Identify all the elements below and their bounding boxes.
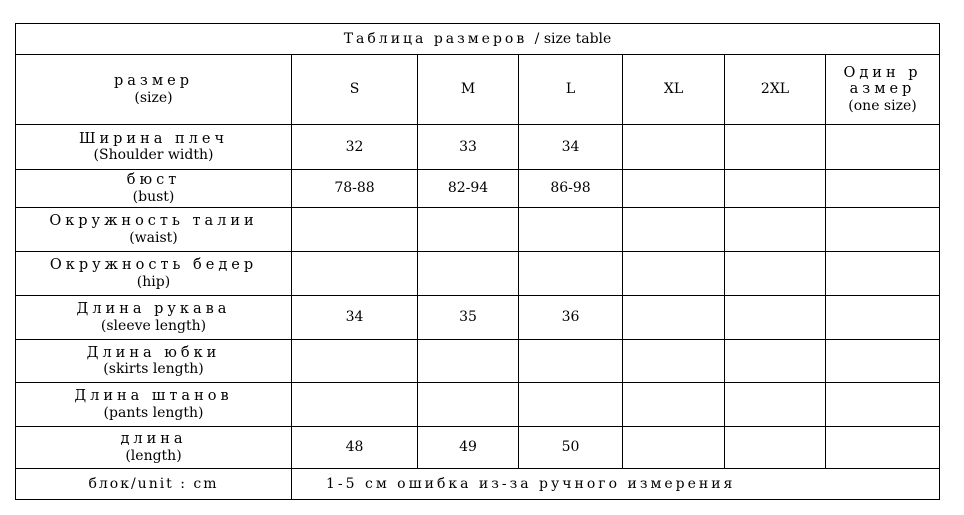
header-row	[16, 55, 940, 125]
table-title-en: / size table	[534, 30, 612, 47]
row-label-ru: Длина рукава	[76, 301, 231, 318]
row-label-ru: Длина штанов	[74, 388, 233, 405]
cell-xl	[623, 427, 725, 469]
cell-m	[418, 340, 519, 383]
cell-l: 50	[519, 427, 623, 469]
row-label-en: (skirts length)	[103, 361, 204, 378]
cell-m: 82-94	[418, 170, 519, 208]
cell-s	[292, 340, 418, 383]
cell-m	[418, 383, 519, 427]
size-table-frame	[15, 23, 939, 499]
cell-2xl	[725, 252, 826, 296]
cell-m: 49	[418, 427, 519, 469]
footer-row	[16, 469, 940, 500]
table-row-waist	[16, 208, 940, 252]
table-row-sleeve	[16, 296, 940, 340]
size-label-cell	[16, 55, 292, 125]
row-label	[16, 125, 292, 170]
cell-one-size	[826, 427, 940, 469]
cell-s	[292, 252, 418, 296]
cell-one-size	[826, 208, 940, 252]
one-size-ru-line2: азмер	[849, 81, 916, 98]
cell-2xl	[725, 125, 826, 170]
one-size-ru-line1: Один р	[843, 64, 922, 81]
row-label	[16, 170, 292, 208]
cell-s	[292, 208, 418, 252]
cell-2xl	[725, 296, 826, 340]
row-label	[16, 296, 292, 340]
cell-xl	[623, 340, 725, 383]
measurement-note: 1-5 см ошибка из-за ручного измерения	[292, 469, 940, 500]
size-header-2xl: 2XL	[725, 55, 826, 125]
row-label-en: (Shoulder width)	[93, 147, 214, 164]
cell-xl	[623, 296, 725, 340]
cell-one-size	[826, 170, 940, 208]
cell-xl	[623, 383, 725, 427]
table-title-ru: Таблица размеров	[343, 30, 528, 47]
size-label-ru: размер	[114, 73, 193, 90]
row-label-ru: Ширина плеч	[78, 130, 229, 147]
cell-m	[418, 252, 519, 296]
cell-one-size	[826, 125, 940, 170]
size-header-xl: XL	[623, 55, 725, 125]
table-row-shoulder	[16, 125, 940, 170]
cell-l	[519, 383, 623, 427]
size-header-l: L	[519, 55, 623, 125]
row-label-ru: Окружность бедер	[49, 257, 258, 274]
cell-l: 86-98	[519, 170, 623, 208]
cell-2xl	[725, 383, 826, 427]
size-table	[15, 23, 940, 500]
cell-l	[519, 340, 623, 383]
cell-m	[418, 208, 519, 252]
size-header-s: S	[292, 55, 418, 125]
row-label-en: (hip)	[136, 273, 171, 290]
table-row-bust	[16, 170, 940, 208]
cell-one-size	[826, 383, 940, 427]
cell-xl	[623, 125, 725, 170]
cell-s: 34	[292, 296, 418, 340]
table-row-skirt	[16, 340, 940, 383]
row-label-en: (sleeve length)	[100, 317, 207, 334]
cell-2xl	[725, 208, 826, 252]
cell-s: 78-88	[292, 170, 418, 208]
table-row-length	[16, 427, 940, 469]
cell-s	[292, 383, 418, 427]
cell-one-size	[826, 296, 940, 340]
row-label-ru: Длина юбки	[86, 344, 221, 361]
table-title	[16, 24, 940, 55]
row-label	[16, 383, 292, 427]
cell-l: 36	[519, 296, 623, 340]
cell-2xl	[725, 427, 826, 469]
cell-l	[519, 208, 623, 252]
row-label-ru: длина	[120, 431, 187, 448]
one-size-en: (one size)	[848, 98, 917, 115]
cell-xl	[623, 170, 725, 208]
size-header-one-size	[826, 55, 940, 125]
table-row-hip	[16, 252, 940, 296]
row-label	[16, 427, 292, 469]
cell-one-size	[826, 340, 940, 383]
row-label-ru: бюст	[126, 172, 181, 189]
row-label-en: (bust)	[132, 188, 175, 205]
table-row-pants	[16, 383, 940, 427]
cell-xl	[623, 208, 725, 252]
cell-xl	[623, 252, 725, 296]
cell-l	[519, 252, 623, 296]
row-label-en: (length)	[125, 447, 182, 464]
row-label-en: (waist)	[129, 229, 178, 246]
row-label-ru: Окружность талии	[49, 213, 258, 230]
row-label	[16, 252, 292, 296]
title-row	[16, 24, 940, 55]
cell-m: 33	[418, 125, 519, 170]
cell-l: 34	[519, 125, 623, 170]
row-label	[16, 340, 292, 383]
size-label-en: (size)	[134, 89, 173, 106]
cell-2xl	[725, 170, 826, 208]
cell-s: 32	[292, 125, 418, 170]
unit-label: блок/unit : cm	[16, 469, 292, 500]
row-label-en: (pants length)	[103, 404, 204, 421]
row-label	[16, 208, 292, 252]
cell-s: 48	[292, 427, 418, 469]
cell-m: 35	[418, 296, 519, 340]
size-header-m: M	[418, 55, 519, 125]
cell-one-size	[826, 252, 940, 296]
cell-2xl	[725, 340, 826, 383]
